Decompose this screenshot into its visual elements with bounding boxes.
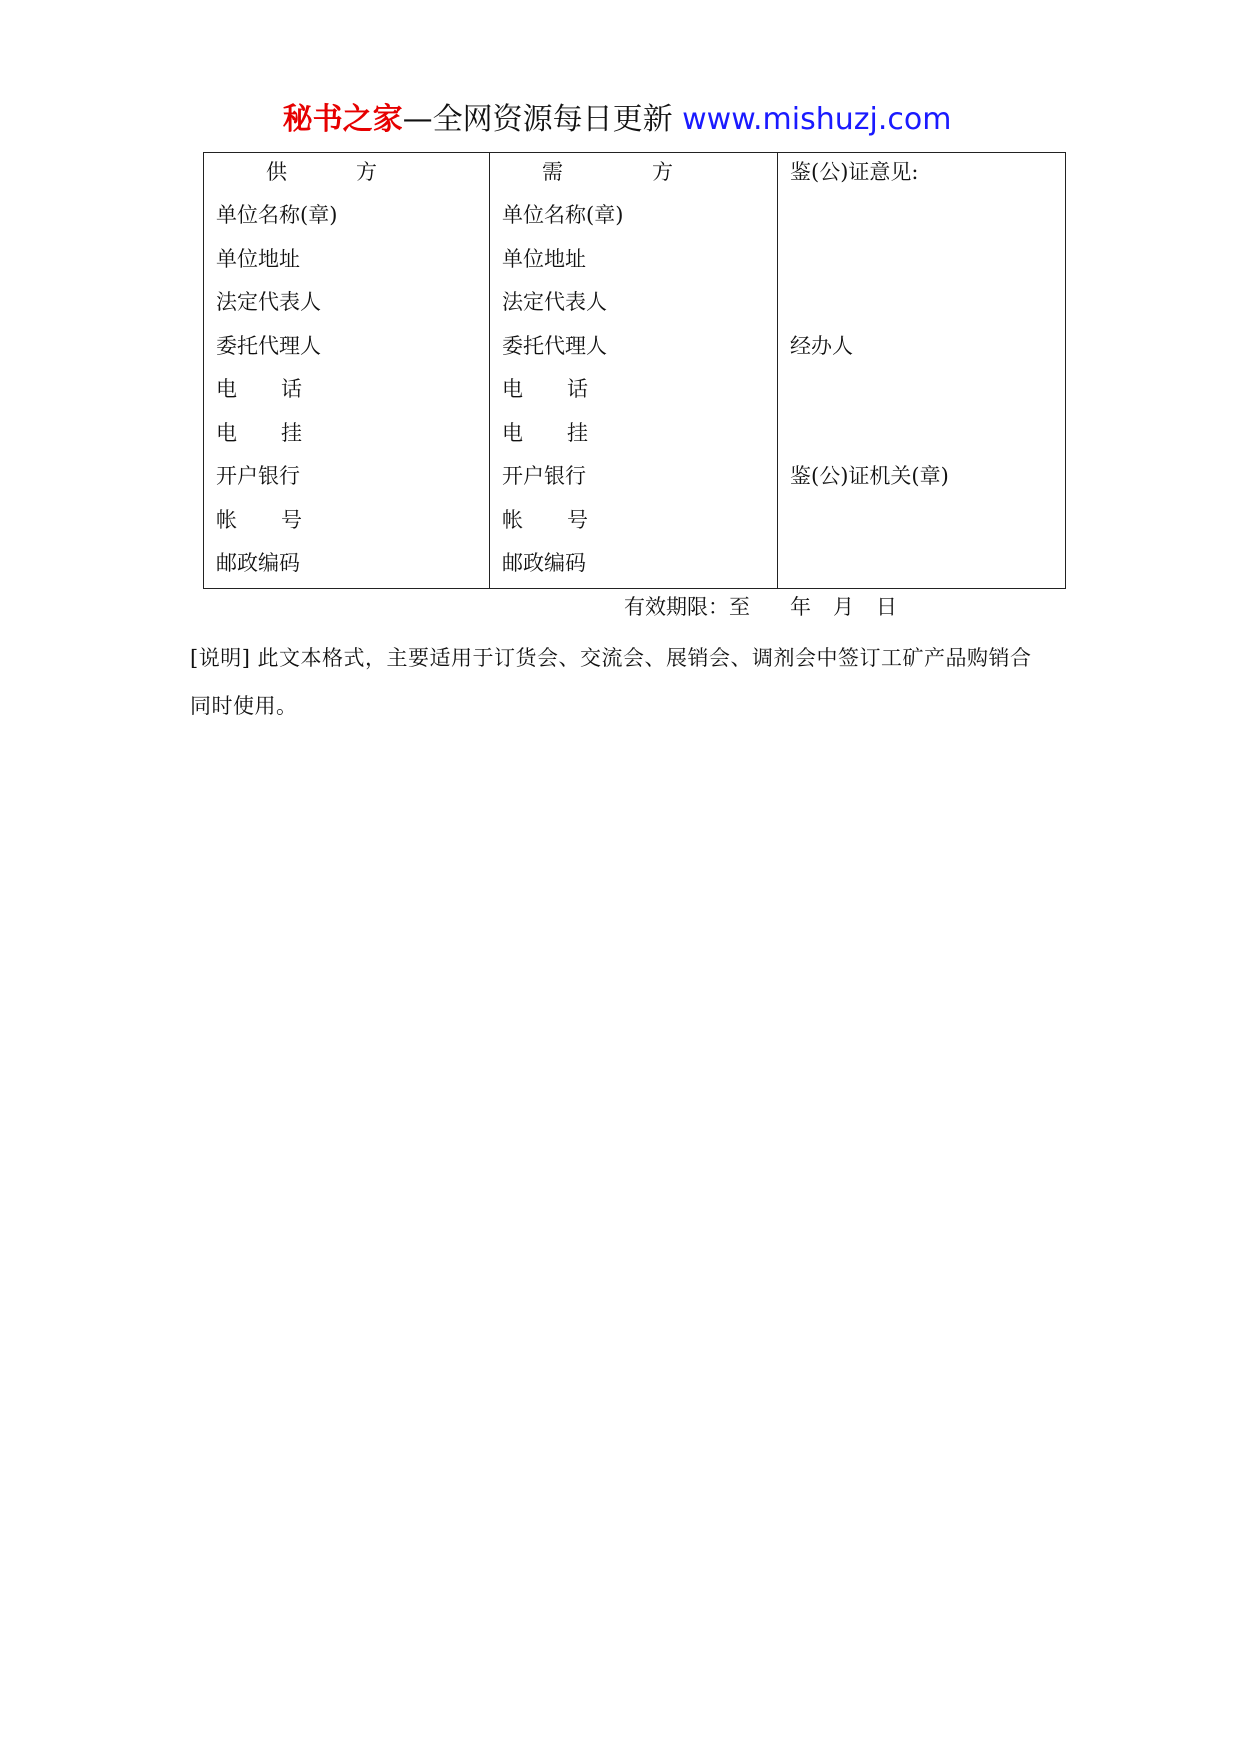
notary-authority-label: 鉴(公)证机关(章) [790,464,949,488]
demand-phone-char-2: 话 [567,377,588,401]
demand-heading-char-1: 需 [542,160,563,184]
supply-unit-name-label: 单位名称(章) [216,203,338,227]
validity-year: 年 [790,595,811,619]
demand-field-list [502,200,773,592]
validity-label: 有效期限：至 [624,595,750,619]
contract-signature-table [203,152,1066,589]
supply-telegraph-label [216,418,485,462]
supply-telegraph-char-2: 挂 [281,420,302,445]
supply-postal-label: 邮政编码 [216,551,300,575]
supply-field-list [216,200,485,592]
notary-opinion-label: 鉴(公)证意见: [790,160,919,184]
header-url-link[interactable]: www.mishuzj.com [682,102,952,137]
usage-note: [说明] 此文本格式，主要适用于订货会、交流会、展销会、调剂会中签订工矿产品购销合同时使用。 [190,646,1032,718]
supply-phone-char-2: 话 [281,377,302,401]
demand-heading-char-2: 方 [652,160,673,184]
site-header [0,100,1234,140]
demand-bank-label: 开户银行 [502,464,586,488]
demand-telegraph-label [502,418,773,462]
demand-account-label [502,505,773,549]
demand-legal-rep-label: 法定代表人 [502,290,607,314]
supply-legal-rep-label: 法定代表人 [216,290,321,314]
supply-bank-label: 开户银行 [216,464,300,488]
supply-telegraph-char-1: 电 [216,420,237,445]
demand-postal-label: 邮政编码 [502,551,586,575]
validity-period-line [624,592,897,622]
demand-account-char-2: 号 [567,507,588,532]
demand-phone-label [502,374,773,418]
supply-heading-char-2: 方 [356,160,377,184]
demand-telegraph-char-2: 挂 [567,420,588,445]
demand-party-column [490,153,778,588]
supply-account-char-2: 号 [281,507,302,532]
supply-unit-address-label: 单位地址 [216,246,300,271]
supply-party-column [204,153,490,588]
demand-account-char-1: 帐 [502,507,523,532]
supply-phone-char-1: 电 [216,377,237,401]
validity-day: 日 [876,595,897,619]
header-tagline: —全网资源每日更新 [402,102,683,137]
notary-column [778,153,1065,588]
validity-month: 月 [833,595,854,619]
demand-unit-name-label: 单位名称(章) [502,203,624,227]
demand-telegraph-char-1: 电 [502,420,523,445]
supply-account-char-1: 帐 [216,507,237,532]
header-brand: 秘书之家 [282,102,403,137]
supply-heading-char-1: 供 [266,160,287,184]
demand-unit-address-label: 单位地址 [502,246,586,271]
supply-phone-label [216,374,485,418]
notary-handler-label: 经办人 [790,334,853,358]
supply-account-label [216,505,485,549]
demand-phone-char-1: 电 [502,377,523,401]
supply-agent-label: 委托代理人 [216,333,321,358]
demand-agent-label: 委托代理人 [502,333,607,358]
